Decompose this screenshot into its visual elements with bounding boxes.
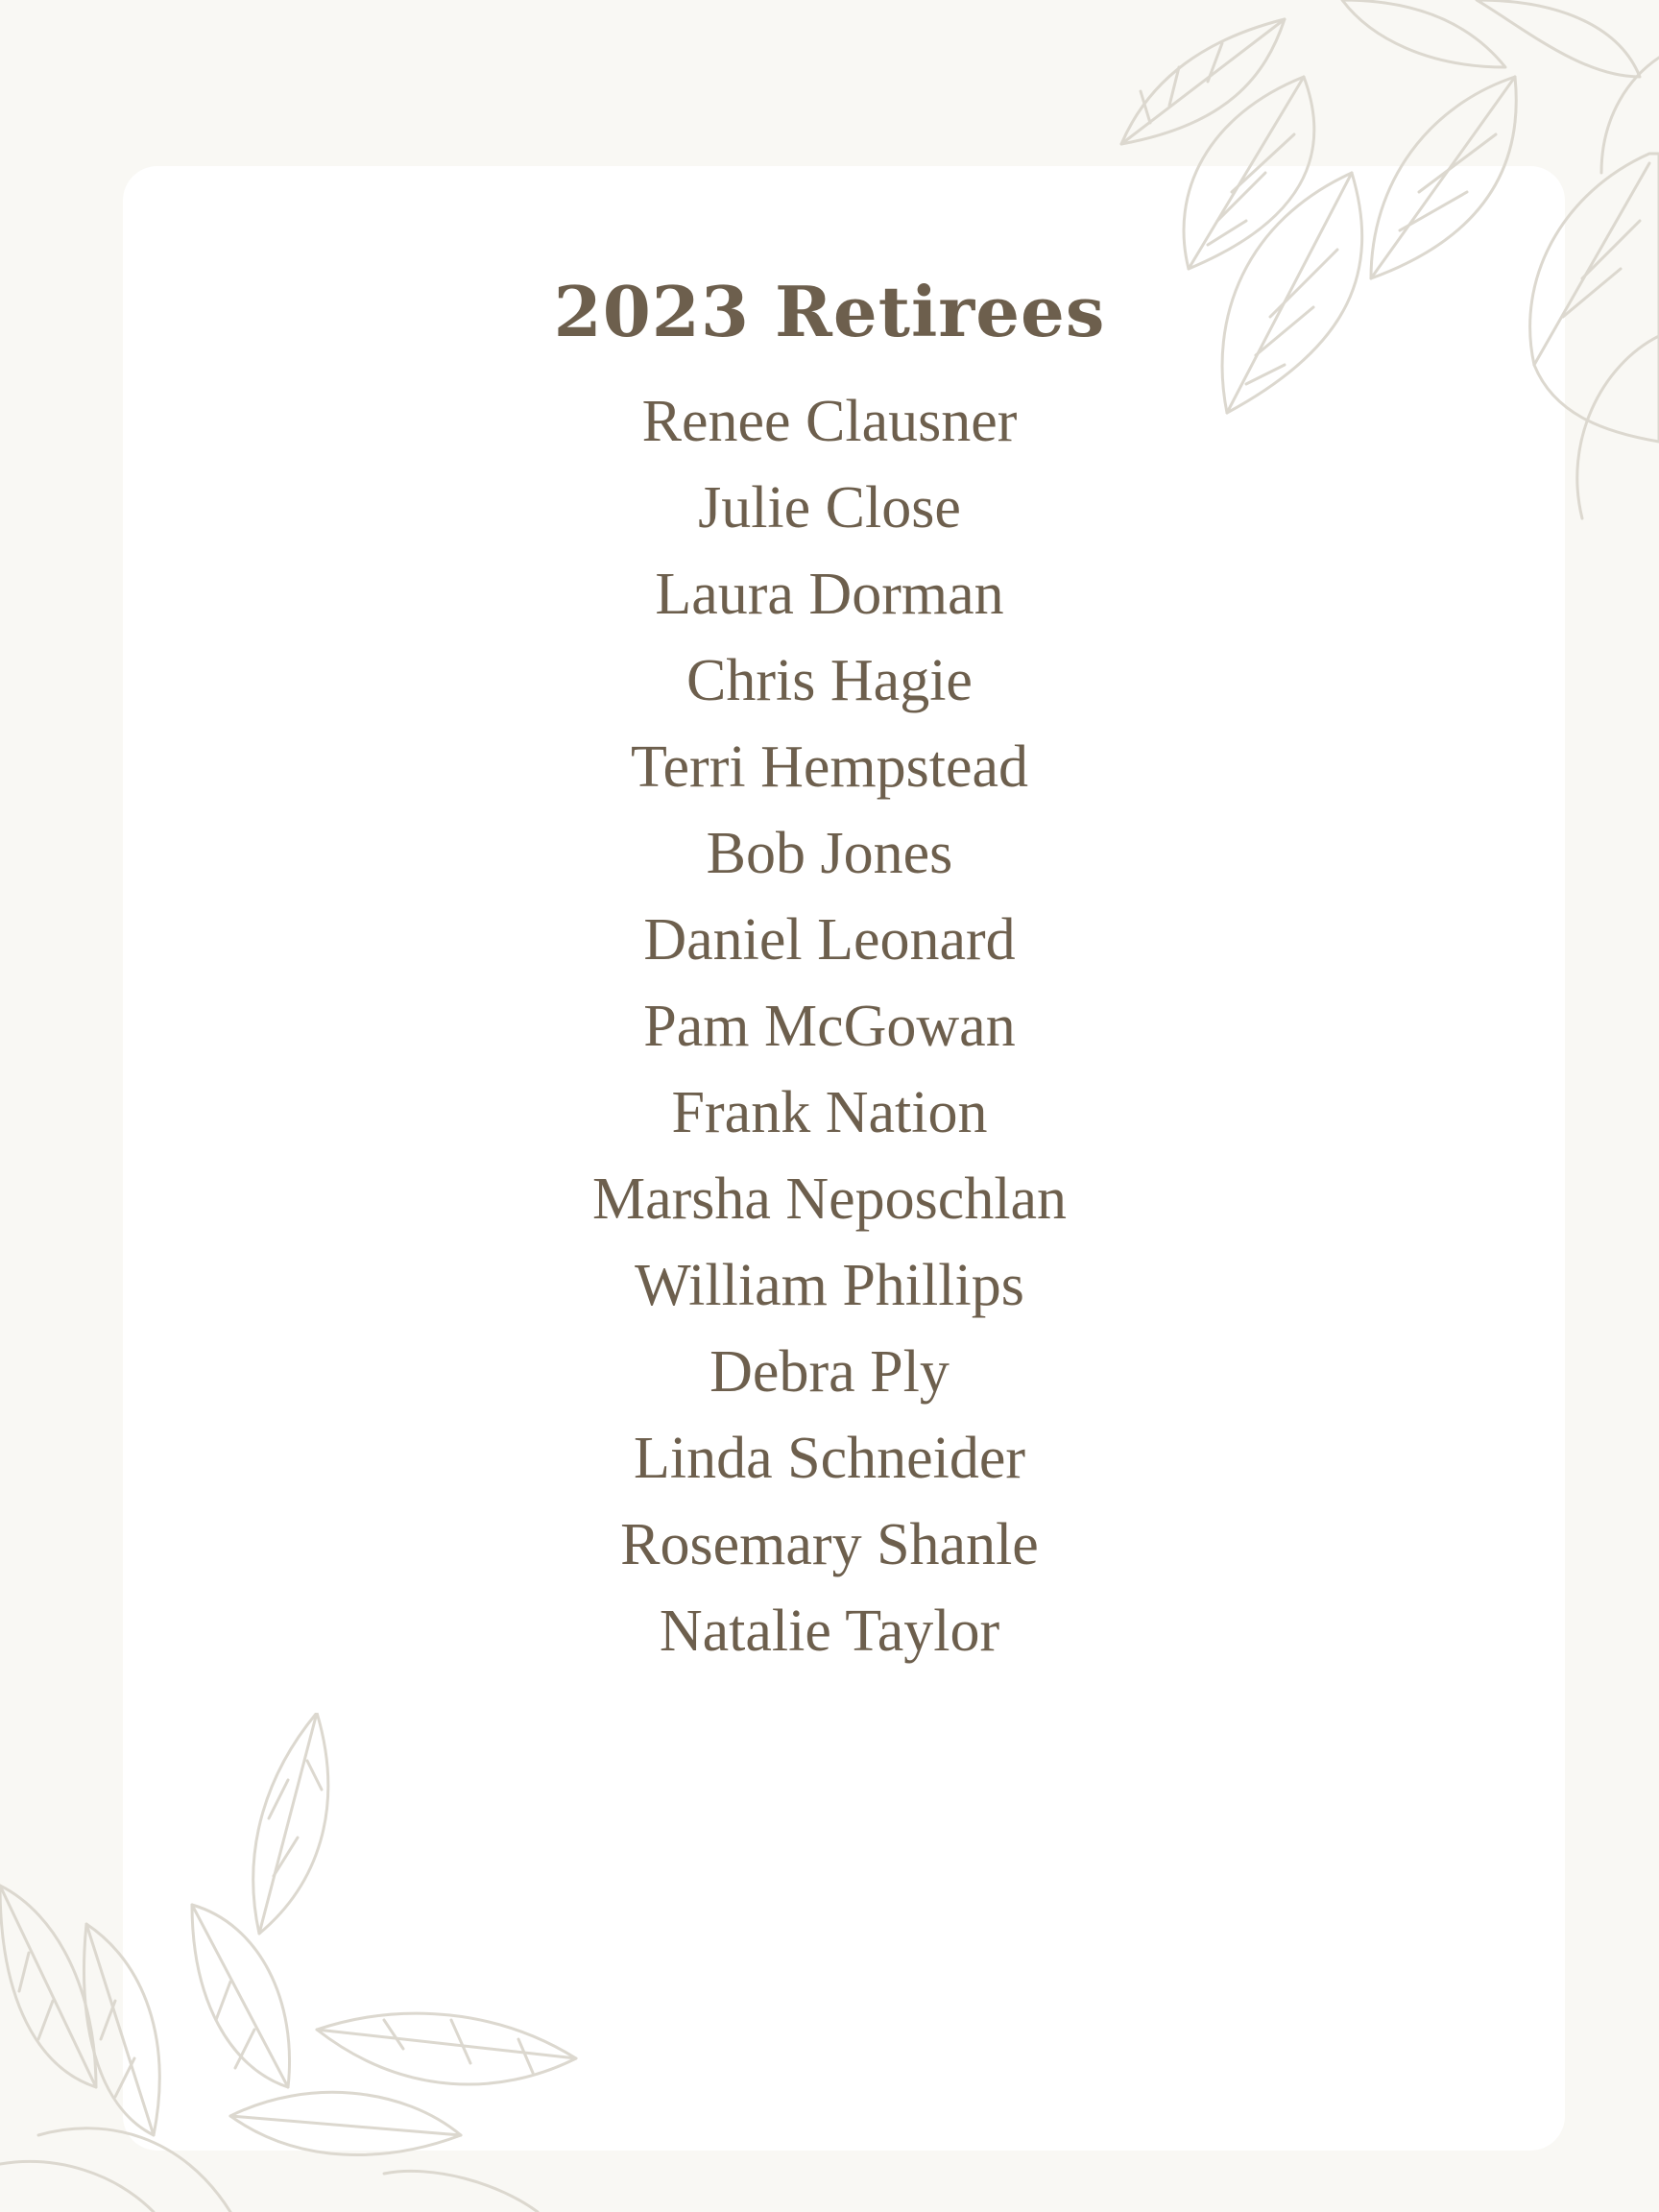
retiree-name: Natalie Taylor [659, 1599, 1000, 1664]
retiree-name: Marsha Neposchlan [591, 1166, 1068, 1232]
retiree-name: Terri Hempstead [631, 734, 1028, 800]
retiree-name: Debra Ply [709, 1339, 950, 1405]
retiree-name: Linda Schneider [633, 1426, 1026, 1491]
retiree-name: William Phillips [635, 1253, 1024, 1318]
retiree-name: Pam McGowan [643, 994, 1016, 1059]
retirees-list [123, 378, 1536, 1674]
retiree-name: Rosemary Shanle [620, 1512, 1039, 1577]
retiree-name: Renee Clausner [641, 389, 1018, 454]
retiree-name: Julie Close [698, 475, 961, 541]
retiree-name: Daniel Leonard [643, 907, 1016, 973]
retiree-name: Bob Jones [706, 821, 953, 886]
retiree-name: Laura Dorman [655, 562, 1004, 627]
retirees-section [123, 259, 1536, 1674]
retiree-name: Chris Hagie [686, 648, 973, 713]
retiree-name: Frank Nation [671, 1080, 988, 1145]
page-title: 2023 Retirees [553, 271, 1106, 352]
